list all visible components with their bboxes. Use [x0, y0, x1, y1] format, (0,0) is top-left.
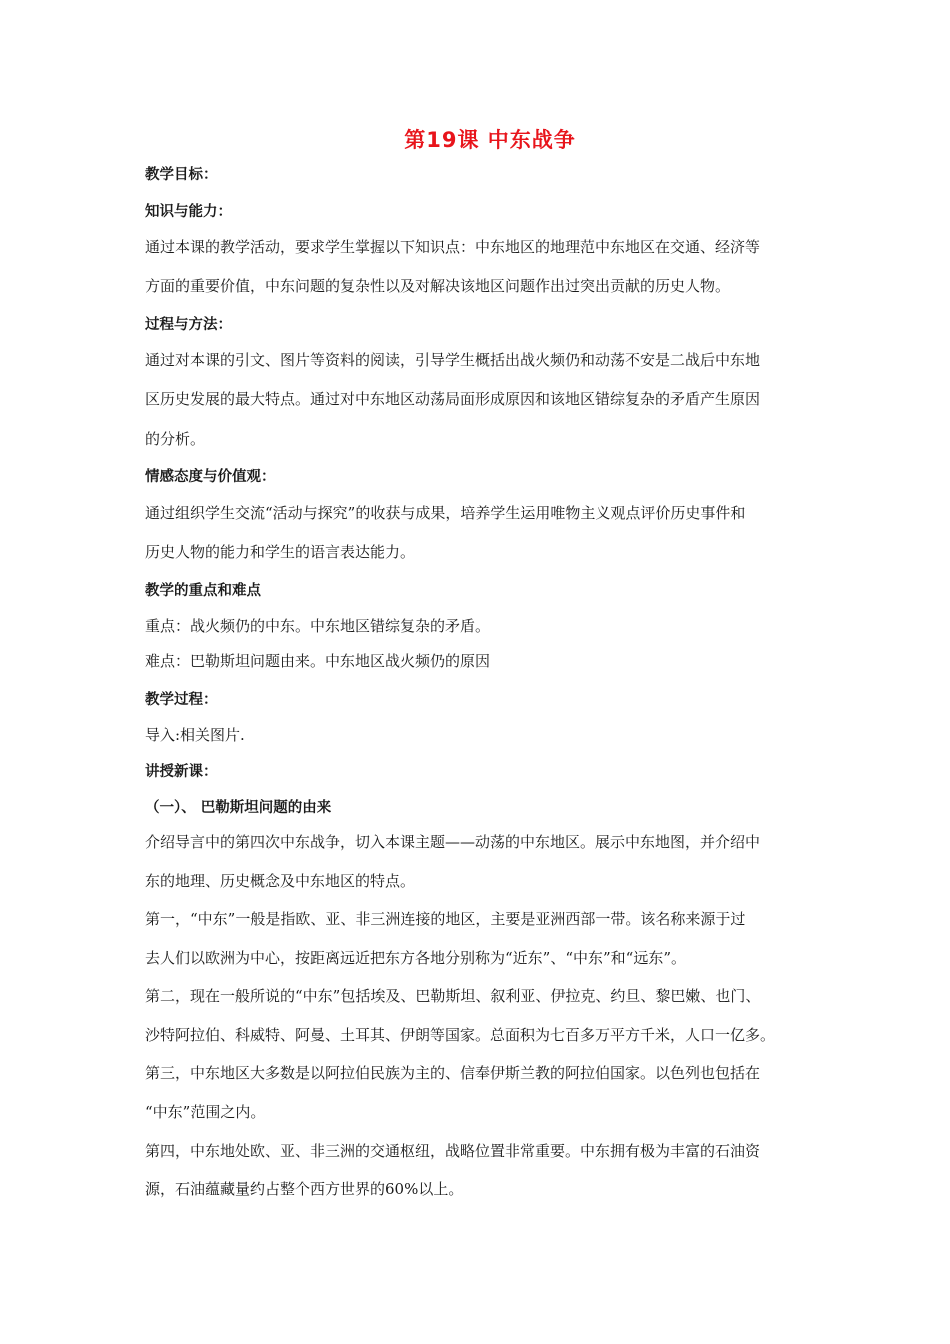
paragraph-line: 第二，现在一般所说的“中东”包括埃及、巴勒斯坦、叙利亚、伊拉克、约旦、黎巴嫩、也门、 [145, 987, 761, 1005]
paragraph-line: 重点：战火频仍的中东。中东地区错综复杂的矛盾。 [145, 617, 491, 635]
paragraph-line: 沙特阿拉伯、科威特、阿曼、土耳其、伊朗等国家。总面积为七百多万平方千米，人口一亿多。 [145, 1026, 776, 1044]
paragraph-line: 通过对本课的引文、图片等资料的阅读，引导学生概括出战火频仍和动荡不安是二战后中东地 [145, 351, 761, 369]
heading-key-points: 教学的重点和难点 [145, 583, 261, 599]
heading-knowledge: 知识与能力： [145, 204, 232, 220]
paragraph-line: 源，石油蕴藏量约占整个西方世界的60%以上。 [145, 1180, 464, 1198]
paragraph-line: 方面的重要价值，中东问题的复杂性以及对解决该地区问题作出过突出贡献的历史人物。 [145, 277, 731, 295]
paragraph-line: 第四，中东地处欧、亚、非三洲的交通枢纽，战略位置非常重要。中东拥有极为丰富的石油资 [145, 1142, 761, 1160]
page-title: 第19课 中东战争 [404, 128, 576, 152]
heading-new-lesson: 讲授新课： [145, 764, 218, 780]
paragraph-line: 历史人物的能力和学生的语言表达能力。 [145, 543, 416, 561]
heading-teaching-process: 教学过程： [145, 692, 218, 708]
paragraph-line: 的分析。 [145, 430, 206, 448]
paragraph-line: 第三，中东地区大多数是以阿拉伯民族为主的、信奉伊斯兰教的阿拉伯国家。以色列也包括在 [145, 1064, 761, 1082]
paragraph-line: “中东”范围之内。 [145, 1103, 266, 1121]
paragraph-line: 去人们以欧洲为中心，按距离远近把东方各地分别称为“近东”、“中东”和“远东”。 [145, 949, 687, 967]
paragraph-line: 通过组织学生交流“活动与探究”的收获与成果，培养学生运用唯物主义观点评价历史事件和 [145, 504, 746, 522]
paragraph-line: 难点：巴勒斯坦问题由来。中东地区战火频仍的原因 [145, 652, 491, 670]
heading-emotion-values: 情感态度与价值观： [145, 469, 276, 485]
heading-teaching-goals: 教学目标： [145, 167, 218, 183]
paragraph-line: 东的地理、历史概念及中东地区的特点。 [145, 872, 416, 890]
paragraph-line: 导入:相关图片. [145, 726, 245, 744]
paragraph-line: 第一，“中东”一般是指欧、亚、非三洲连接的地区，主要是亚洲西部一带。该名称来源于过 [145, 910, 746, 928]
paragraph-line: 介绍导言中的第四次中东战争，切入本课主题——动荡的中东地区。展示中东地图，并介绍中 [145, 833, 761, 851]
section-heading: （一）、 巴勒斯坦问题的由来 [145, 800, 332, 816]
paragraph-line: 通过本课的教学活动，要求学生掌握以下知识点：中东地区的地理范中东地区在交通、经济等 [145, 238, 761, 256]
paragraph-line: 区历史发展的最大特点。通过对中东地区动荡局面形成原因和该地区错综复杂的矛盾产生原因 [145, 390, 761, 408]
heading-process-method: 过程与方法： [145, 317, 232, 333]
